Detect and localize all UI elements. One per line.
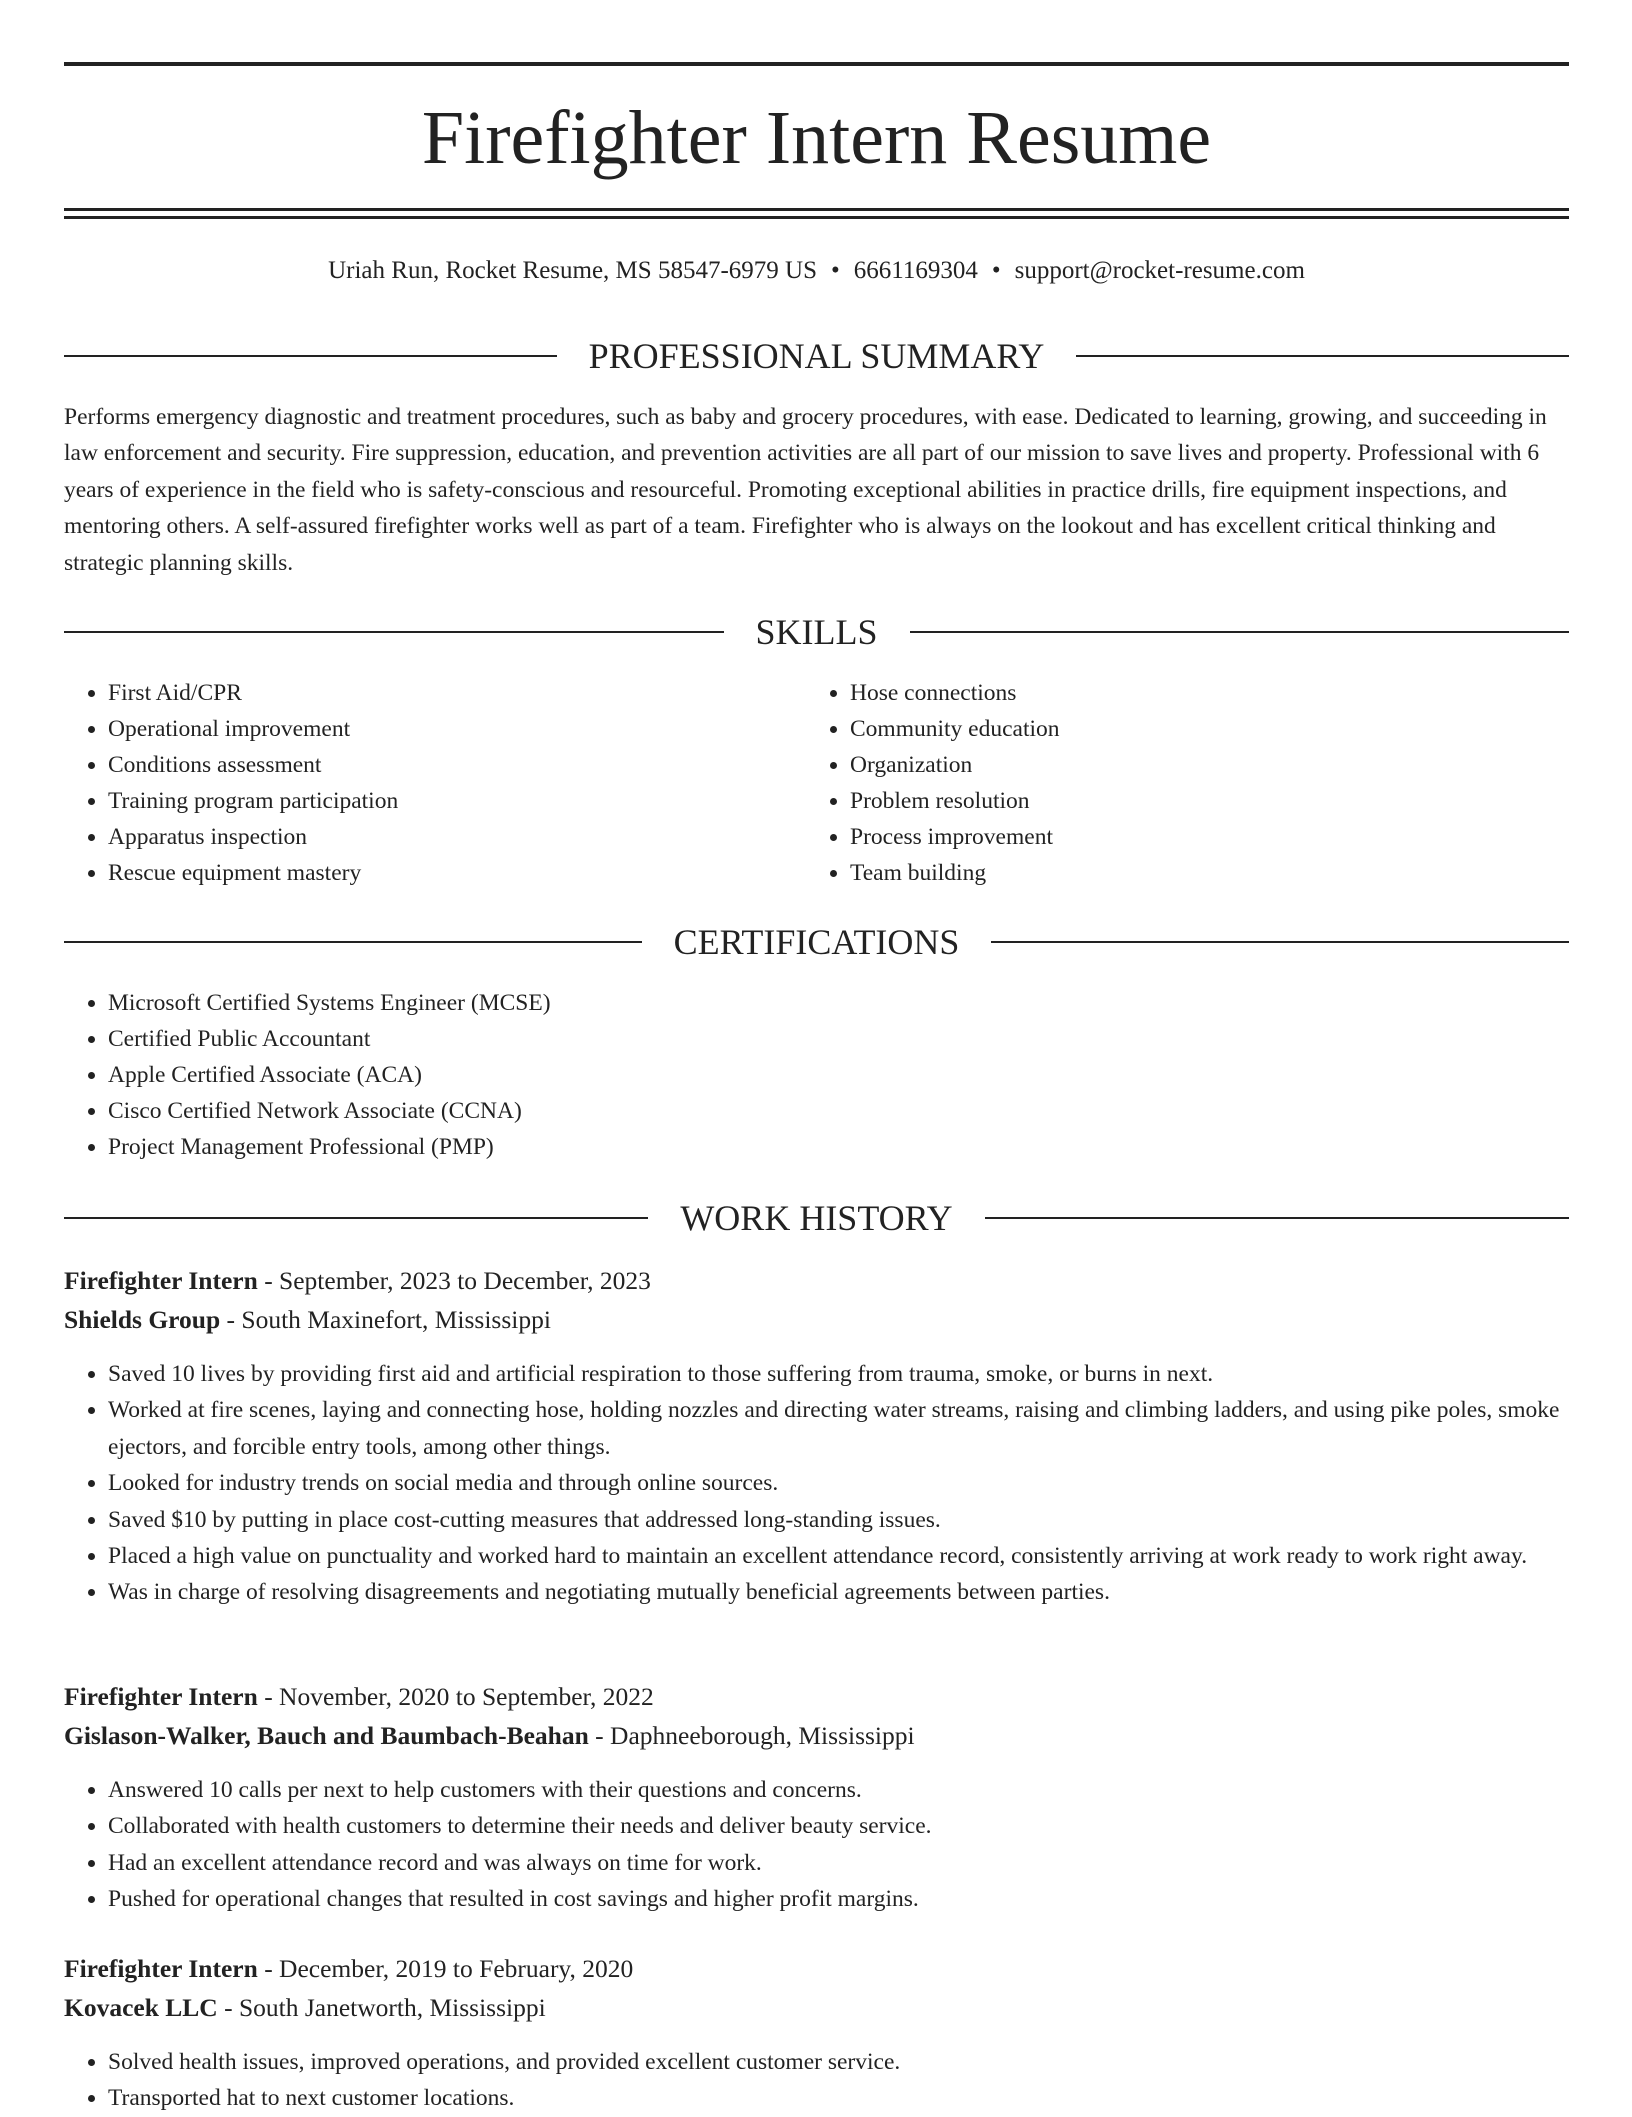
heading-rule xyxy=(985,1217,1569,1219)
certification-item: • Cisco Certified Network Associate (CCNA) xyxy=(108,1093,1508,1129)
top-rule xyxy=(64,62,1569,66)
heading-rule xyxy=(910,631,1570,633)
job-bullet: • Collaborated with health customers to determine their needs and deliver beauty service. xyxy=(108,1808,1569,1844)
heading-rule xyxy=(1076,355,1569,357)
job-title-line xyxy=(64,1262,1569,1300)
job-company: Kovacek LLC xyxy=(64,1993,218,2022)
job-bullet: • Answered 10 calls per next to help customers with their questions and concerns. xyxy=(108,1772,1569,1808)
job-company-line xyxy=(64,1989,1569,2027)
heading-rule xyxy=(991,941,1569,943)
job-bullet: • Placed a high value on punctuality and worked hard to maintain an excellent attendance record, consistently arriving at work ready to work right away. xyxy=(108,1538,1569,1574)
job-bullet: • Solved health issues, improved operations, and provided excellent customer service. xyxy=(108,2044,1569,2080)
summary-heading xyxy=(64,334,1569,378)
job-title: Firefighter Intern xyxy=(64,1266,258,1295)
summary-text: Performs emergency diagnostic and treatment procedures, such as baby and grocery procedures, with ease. Dedicated to learning, growing, and succeeding in law enforcement and security. Fire suppression, education, and prevention activities are all part of our mission to save lives and property. Professional with 6 years of experience in the field who is safety-conscious and resourceful. Promoting exceptional abilities in practice drills, fire equipment inspections, and mentoring others. A self-assured firefighter works well as part of a team. Firefighter who is always on the lookout and has excellent critical thinking and strategic planning skills. xyxy=(64,404,1547,576)
skill-item: • First Aid/CPR xyxy=(108,675,808,711)
certification-item: • Microsoft Certified Systems Engineer (MCSE) xyxy=(108,985,1508,1021)
job-location: - South Janetworth, Mississippi xyxy=(217,1993,546,2022)
skill-item: • Process improvement xyxy=(850,819,1550,855)
skill-item: • Operational improvement xyxy=(108,711,808,747)
page-title: Firefighter Intern Resume xyxy=(421,96,1212,180)
job-location: - South Maxinefort, Mississippi xyxy=(220,1305,551,1334)
certifications-heading xyxy=(64,920,1569,964)
job-bullet: • Looked for industry trends on social media and through online sources. xyxy=(108,1465,1569,1501)
certifications-heading-label: CERTIFICATIONS xyxy=(673,922,960,962)
skills-list-right xyxy=(806,675,1550,891)
job-company-line xyxy=(64,1717,1569,1755)
certification-item: • Project Management Professional (PMP) xyxy=(108,1129,1508,1165)
job-bullet: • Worked at fire scenes, laying and connecting hose, holding nozzles and directing water streams, raising and climbing ladders, and using pike poles, smoke ejectors, and forcible entry tools, among other things. xyxy=(108,1392,1569,1465)
skill-item: • Problem resolution xyxy=(850,783,1550,819)
heading-rule xyxy=(64,1217,648,1219)
job-company: Shields Group xyxy=(64,1305,221,1334)
skill-item: • Hose connections xyxy=(850,675,1550,711)
job-bullet: • Pushed for operational changes that resulted in cost savings and higher profit margins. xyxy=(108,1881,1569,1917)
job-title: Firefighter Intern xyxy=(64,1682,258,1711)
heading-rule xyxy=(64,631,724,633)
skills-heading-label: SKILLS xyxy=(755,612,878,652)
contact-line xyxy=(64,254,1569,288)
work-heading xyxy=(64,1196,1569,1240)
job-title: Firefighter Intern xyxy=(64,1954,258,1983)
job-bullets xyxy=(64,1356,1569,1611)
work-heading-label: WORK HISTORY xyxy=(680,1198,953,1238)
skill-item: • Apparatus inspection xyxy=(108,819,808,855)
job-bullet: • Transported hat to next customer locations. xyxy=(108,2080,1569,2116)
skill-item: • Team building xyxy=(850,855,1550,891)
job-bullet: • Saved 10 lives by providing first aid and artificial respiration to those suffering from trauma, smoke, or burns in next. xyxy=(108,1356,1569,1392)
job-bullet: • Was in charge of resolving disagreements and negotiating mutually beneficial agreements between parties. xyxy=(108,1574,1569,1610)
contact-address: Uriah Run, Rocket Resume, MS 58547-6979 US xyxy=(328,257,817,284)
contact-phone: 6661169304 xyxy=(853,257,978,284)
title-rule-upper xyxy=(64,208,1569,211)
title-rule-lower xyxy=(64,216,1569,219)
job-company: Gislason-Walker, Bauch and Baumbach-Beahan xyxy=(64,1721,589,1750)
job-bullets xyxy=(64,1772,1569,1918)
skill-item: • Training program participation xyxy=(108,783,808,819)
certifications-list xyxy=(64,985,1508,1165)
job-dates: - September, 2023 to December, 2023 xyxy=(257,1266,651,1295)
job-bullets xyxy=(64,2044,1569,2117)
skills-heading xyxy=(64,610,1569,654)
contact-separator: • xyxy=(991,257,1001,284)
certification-item: • Apple Certified Associate (ACA) xyxy=(108,1057,1508,1093)
job-dates: - December, 2019 to February, 2020 xyxy=(257,1954,634,1983)
job-bullet: • Had an excellent attendance record and was always on time for work. xyxy=(108,1845,1569,1881)
skill-item: • Community education xyxy=(850,711,1550,747)
job-dates: - November, 2020 to September, 2022 xyxy=(257,1682,654,1711)
skill-item: • Rescue equipment mastery xyxy=(108,855,808,891)
summary-heading-label: PROFESSIONAL SUMMARY xyxy=(588,336,1045,376)
job-title-line xyxy=(64,1950,1569,1988)
heading-rule xyxy=(64,941,642,943)
skill-item: • Organization xyxy=(850,747,1550,783)
job-bullet: • Saved $10 by putting in place cost-cutting measures that addressed long-standing issues. xyxy=(108,1502,1569,1538)
skill-item: • Conditions assessment xyxy=(108,747,808,783)
job-title-line xyxy=(64,1678,1569,1716)
skills-list-left xyxy=(64,675,808,891)
contact-email: support@rocket-resume.com xyxy=(1014,257,1305,284)
contact-separator: • xyxy=(830,257,840,284)
certification-item: • Certified Public Accountant xyxy=(108,1021,1508,1057)
heading-rule xyxy=(64,355,557,357)
job-company-line xyxy=(64,1301,1569,1339)
job-location: - Daphneeborough, Mississippi xyxy=(588,1721,915,1750)
